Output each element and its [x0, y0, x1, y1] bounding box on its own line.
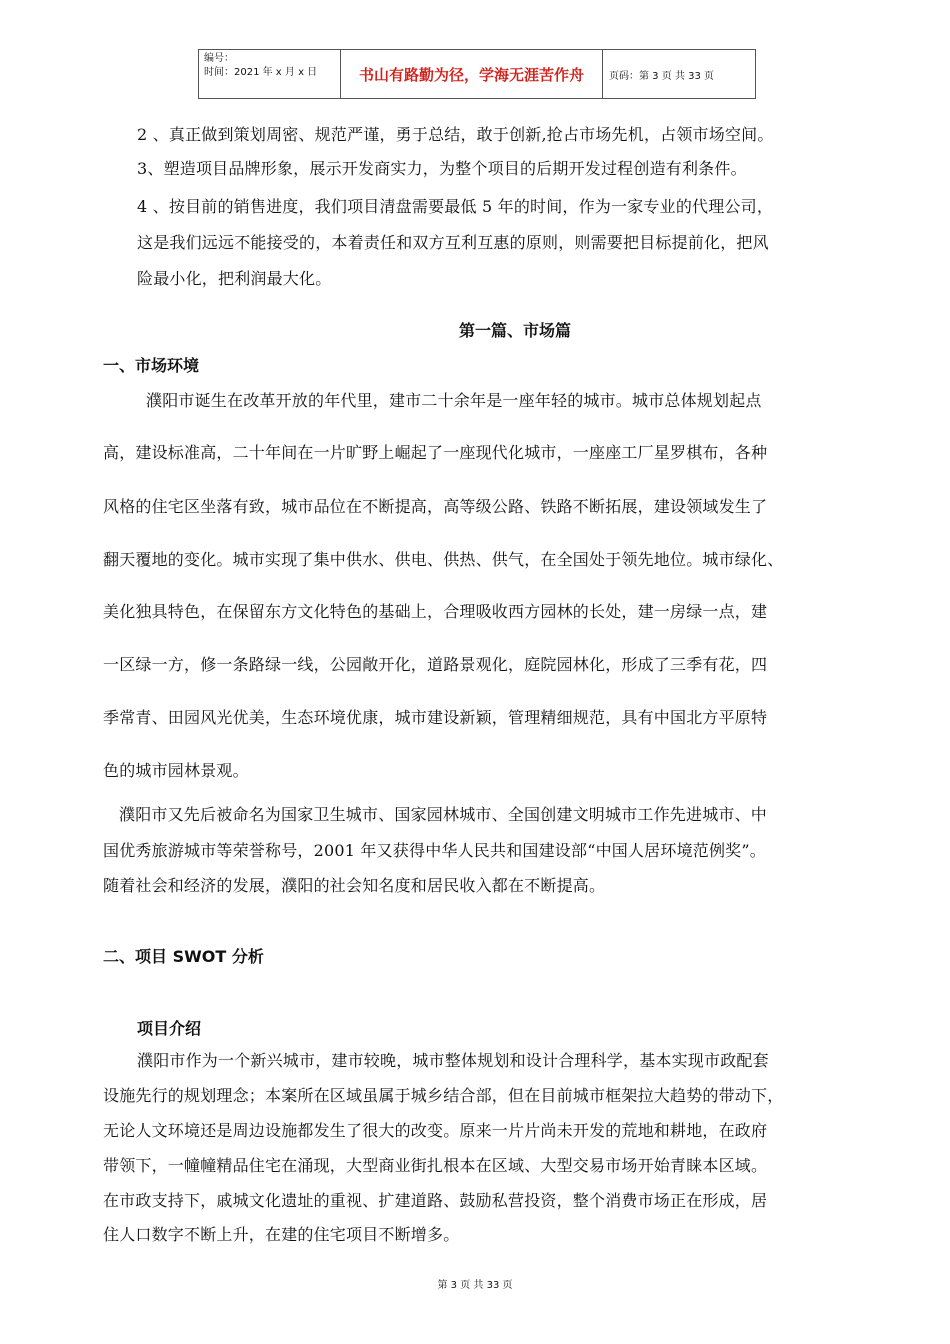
- page-footer: 第 3 页 共 33 页: [437, 1280, 513, 1291]
- section1-para1-line: 一区绿一方，修一条路绿一线，公园敞开化，道路景观化，庭院园林化，形成了三季有花，四: [103, 655, 768, 674]
- motto-text: 书山有路勤为径，学海无涯苦作舟: [358, 65, 584, 84]
- section2-para-line: 带领下，一幢幢精品住宅在涌现，大型商业街扎根本在区域、大型交易市场开始青睐本区域。: [103, 1156, 768, 1175]
- section1-para1-line: 濮阳市诞生在改革开放的年代里，建市二十余年是一座年轻的城市。城市总体规划起点: [146, 391, 762, 410]
- section1-para1-line: 美化独具特色，在保留东方文化特色的基础上，合理吸收西方园林的长处，建一房绿一点，建: [103, 602, 768, 621]
- section1-para1-line: 翻天覆地的变化。城市实现了集中供水、供电、供热、供气，在全国处于领先地位。城市绿化、: [103, 550, 784, 569]
- header-table: [198, 49, 756, 99]
- motto-cell: [341, 50, 603, 98]
- section2-para-line: 设施先行的规划理念；本案所在区域虽属于城乡结合部，但在目前城市框架拉大趋势的带动下，: [103, 1086, 784, 1105]
- section1-para1-line: 高，建设标准高，二十年间在一片旷野上崛起了一座现代化城市，一座座工厂星罗棋布，各种: [103, 443, 768, 462]
- section1-para2-line: 随着社会和经济的发展，濮阳的社会知名度和居民收入都在不断提高。: [103, 876, 606, 895]
- intro-item-2: 2 、真正做到策划周密、规范严谨，勇于总结，敢于创新,抢占市场先机，占领市场空间。: [137, 125, 774, 144]
- intro-item-4: 4 、按目前的销售进度，我们项目清盘需要最低 5 年的时间，作为一家专业的代理公司，: [137, 197, 774, 216]
- code-label: 编号：: [204, 53, 234, 64]
- page-info-cell: [603, 50, 755, 98]
- part-title: 第一篇、市场篇: [458, 321, 571, 340]
- section1-para1-line: 季常青、田园风光优美，生态环境优康，城市建设新颖，管理精细规范，具有中国北方平原特: [103, 708, 768, 727]
- section2-para-line: 濮阳市作为一个新兴城市，建市较晚，城市整体规划和设计合理科学，基本实现市政配套: [137, 1051, 769, 1070]
- section2-subheading: 项目介绍: [137, 1019, 202, 1038]
- section2-para-line: 无论人文环境还是周边设施都发生了很大的改变。原来一片片尚未开发的荒地和耕地，在政府: [103, 1121, 768, 1140]
- section1-para1-line: 色的城市园林景观。: [103, 761, 249, 780]
- header-meta-cell: [199, 50, 341, 98]
- section1-heading: 一、市场环境: [103, 356, 200, 375]
- intro-item-4-cont1: 这是我们远远不能接受的，本着责任和双方互利互惠的原则，则需要把目标提前化，把风: [137, 233, 769, 252]
- time-label: 时间：2021 年 x 月 x 日: [204, 67, 318, 78]
- intro-item-4-cont2: 险最小化，把利润最大化。: [137, 269, 332, 288]
- section1-para2-line: 濮阳市又先后被命名为国家卫生城市、国家园林城市、全国创建文明城市工作先进城市、中: [119, 805, 768, 824]
- section1-para1-line: 风格的住宅区坐落有致，城市品位在不断提高，高等级公路、铁路不断拓展，建设领域发生了: [103, 497, 768, 516]
- intro-item-3: 3、塑造项目品牌形象，展示开发商实力，为整个项目的后期开发过程创造有利条件。: [137, 159, 747, 178]
- section2-heading: 二、项目 SWOT 分析: [103, 947, 264, 966]
- section2-para-line: 住人口数字不断上升，在建的住宅项目不断增多。: [103, 1225, 460, 1244]
- page-info-text: 页码：第 3 页 共 33 页: [609, 70, 714, 82]
- section2-para-line: 在市政支持下，戚城文化遗址的重视、扩建道路、鼓励私营投资，整个消费市场正在形成，居: [103, 1191, 768, 1210]
- section1-para2-line: 国优秀旅游城市等荣誉称号，2001 年又获得中华人民共和国建设部“中国人居环境范例奖”。: [103, 841, 766, 860]
